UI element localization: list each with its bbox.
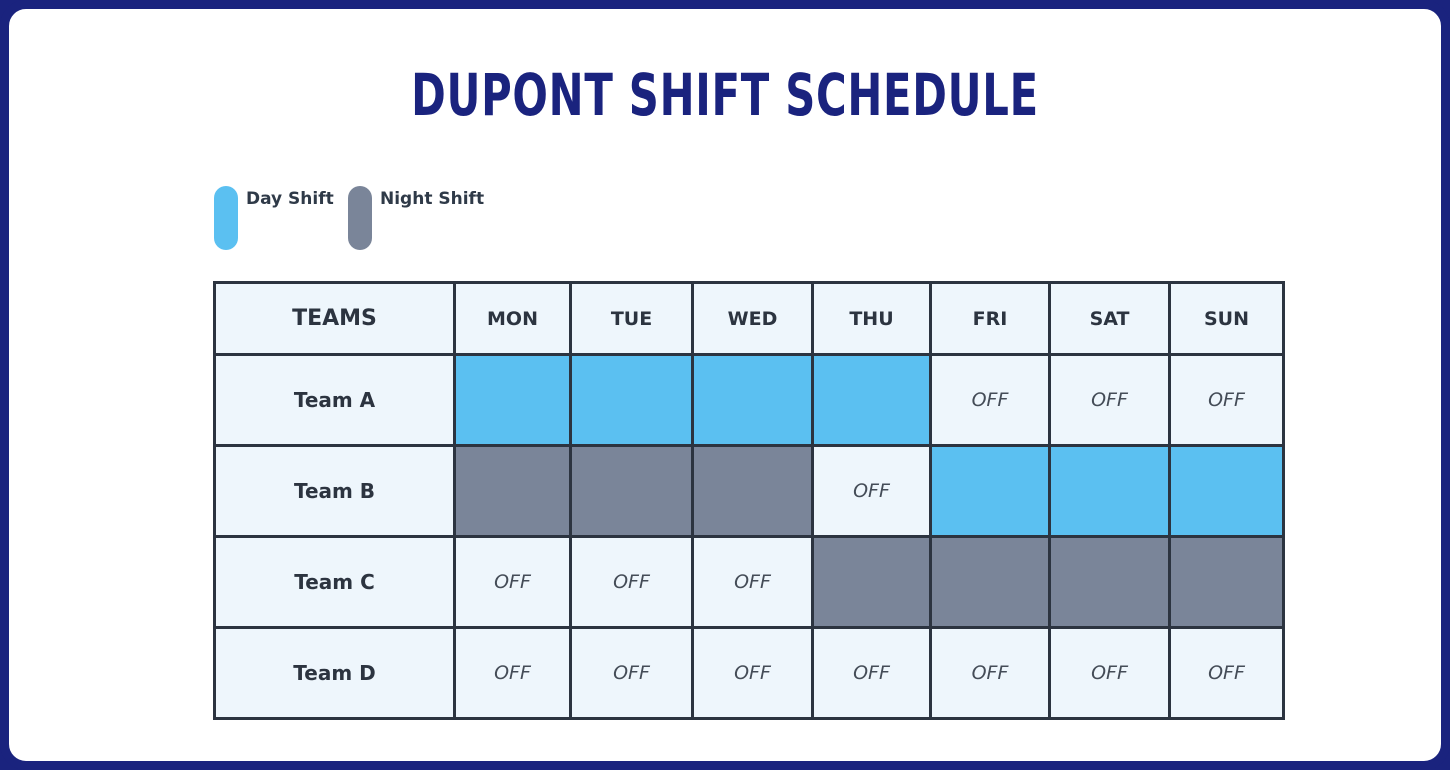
day-shift-cell xyxy=(571,355,693,446)
night-shift-cell xyxy=(571,446,693,537)
off-label: OFF xyxy=(971,662,1009,684)
day-header-tue: TUE xyxy=(571,283,693,355)
off-cell xyxy=(693,537,813,628)
off-label: OFF xyxy=(1091,662,1128,684)
shift-schedule-table xyxy=(213,281,1285,720)
day-shift-cell xyxy=(455,355,571,446)
off-label: OFF xyxy=(494,662,531,684)
off-cell xyxy=(931,355,1050,446)
day-shift-cell xyxy=(931,446,1050,537)
night-shift-cell xyxy=(1170,537,1284,628)
off-label: OFF xyxy=(734,662,771,684)
team-row xyxy=(215,628,1284,719)
off-label: OFF xyxy=(494,571,531,593)
off-cell xyxy=(1170,355,1284,446)
day-header-sat: SAT xyxy=(1050,283,1170,355)
off-label: OFF xyxy=(613,571,650,593)
schedule-body xyxy=(215,355,1284,719)
header-row xyxy=(215,283,1284,355)
day-header-fri: FRI xyxy=(931,283,1050,355)
off-label: OFF xyxy=(853,480,890,502)
off-cell xyxy=(1050,628,1170,719)
off-cell xyxy=(455,628,571,719)
day-shift-cell xyxy=(693,355,813,446)
night-shift-cell xyxy=(693,446,813,537)
legend-night-shift xyxy=(348,186,484,250)
page-title: DUPONT SHIFT SCHEDULE xyxy=(411,61,1039,129)
night-shift-cell xyxy=(1050,537,1170,628)
off-cell xyxy=(813,628,931,719)
day-shift-cell xyxy=(813,355,931,446)
off-cell xyxy=(1050,355,1170,446)
team-name: Team A xyxy=(215,355,455,446)
night-shift-swatch xyxy=(348,186,372,250)
day-shift-swatch xyxy=(214,186,238,250)
night-shift-cell xyxy=(455,446,571,537)
team-name: Team B xyxy=(215,446,455,537)
day-shift-cell xyxy=(1170,446,1284,537)
night-shift-cell xyxy=(813,537,931,628)
legend-label: Night Shift xyxy=(380,189,485,209)
night-shift-cell xyxy=(931,537,1050,628)
team-row xyxy=(215,355,1284,446)
team-row xyxy=(215,537,1284,628)
team-name: Team D xyxy=(215,628,455,719)
off-cell xyxy=(931,628,1050,719)
team-row xyxy=(215,446,1284,537)
day-header-wed: WED xyxy=(693,283,813,355)
teams-header: TEAMS xyxy=(215,283,455,355)
off-label: OFF xyxy=(613,662,650,684)
off-label: OFF xyxy=(971,389,1009,411)
off-label: OFF xyxy=(1091,389,1128,411)
day-header-sun: SUN xyxy=(1170,283,1284,355)
day-header-mon: MON xyxy=(455,283,571,355)
off-cell xyxy=(813,446,931,537)
off-cell xyxy=(1170,628,1284,719)
team-name: Team C xyxy=(215,537,455,628)
day-shift-cell xyxy=(1050,446,1170,537)
off-cell xyxy=(571,537,693,628)
legend-day-shift xyxy=(214,186,334,250)
off-label: OFF xyxy=(1208,389,1245,411)
off-cell xyxy=(455,537,571,628)
day-header-thu: THU xyxy=(813,283,931,355)
off-label: OFF xyxy=(853,662,890,684)
off-label: OFF xyxy=(1208,662,1245,684)
off-label: OFF xyxy=(734,571,771,593)
legend-label: Day Shift xyxy=(246,189,334,209)
off-cell xyxy=(571,628,693,719)
off-cell xyxy=(693,628,813,719)
